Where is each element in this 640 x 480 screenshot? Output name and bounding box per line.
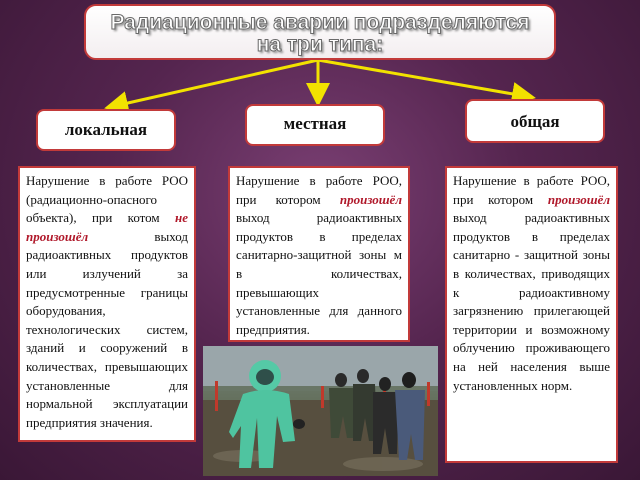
title-line-1: Радиационные аварии подразделяются xyxy=(110,11,530,34)
desc-local xyxy=(18,166,196,442)
desc-general xyxy=(445,166,618,463)
desc-site xyxy=(228,166,410,342)
desc-general-pre: Нарушение в работе РОО, при котором xyxy=(453,173,610,207)
desc-general-post: выход радиоактивных продуктов в пределах санитарно - защитной зоны в количествах, приводящих к радиоактивному загрязнению прилегающей территории и возможному облучению проживающего на ней населения выше установленных норм. xyxy=(453,210,610,393)
title-line-2: на три типа: xyxy=(256,33,384,56)
type-local-box: локальная xyxy=(36,109,176,151)
type-site-box: местная xyxy=(245,104,385,146)
desc-local-emphasis: не произошёл xyxy=(26,210,188,244)
arrow-to-local xyxy=(110,60,318,107)
desc-local-post: выход радиоактивных продуктов или излучений за предусмотренные границы оборудования, технологических систем, зданий и сооружений в количествах, превышающих установленные для нормальной эксплуатации предприятия значения. xyxy=(26,228,188,430)
desc-site-emphasis: произошёл xyxy=(339,191,402,207)
desc-local-pre: Нарушение в работе РОО (радиационно-опасного объекта), при котом xyxy=(26,173,188,226)
desc-general-emphasis: произошёл xyxy=(547,191,610,207)
desc-site-post: выход радиоактивных продуктов в пределах санитарно-защитной зоны м в количествах, превышающих установленные для данного предприятия. xyxy=(236,210,402,337)
title-box xyxy=(84,4,556,60)
hazmat-photo-illustration xyxy=(203,346,438,476)
hazmat-photo xyxy=(203,346,438,476)
type-general-box: общая xyxy=(465,99,605,143)
arrow-to-general xyxy=(318,60,530,97)
desc-site-pre: Нарушение в работе РОО, при котором xyxy=(236,173,402,207)
